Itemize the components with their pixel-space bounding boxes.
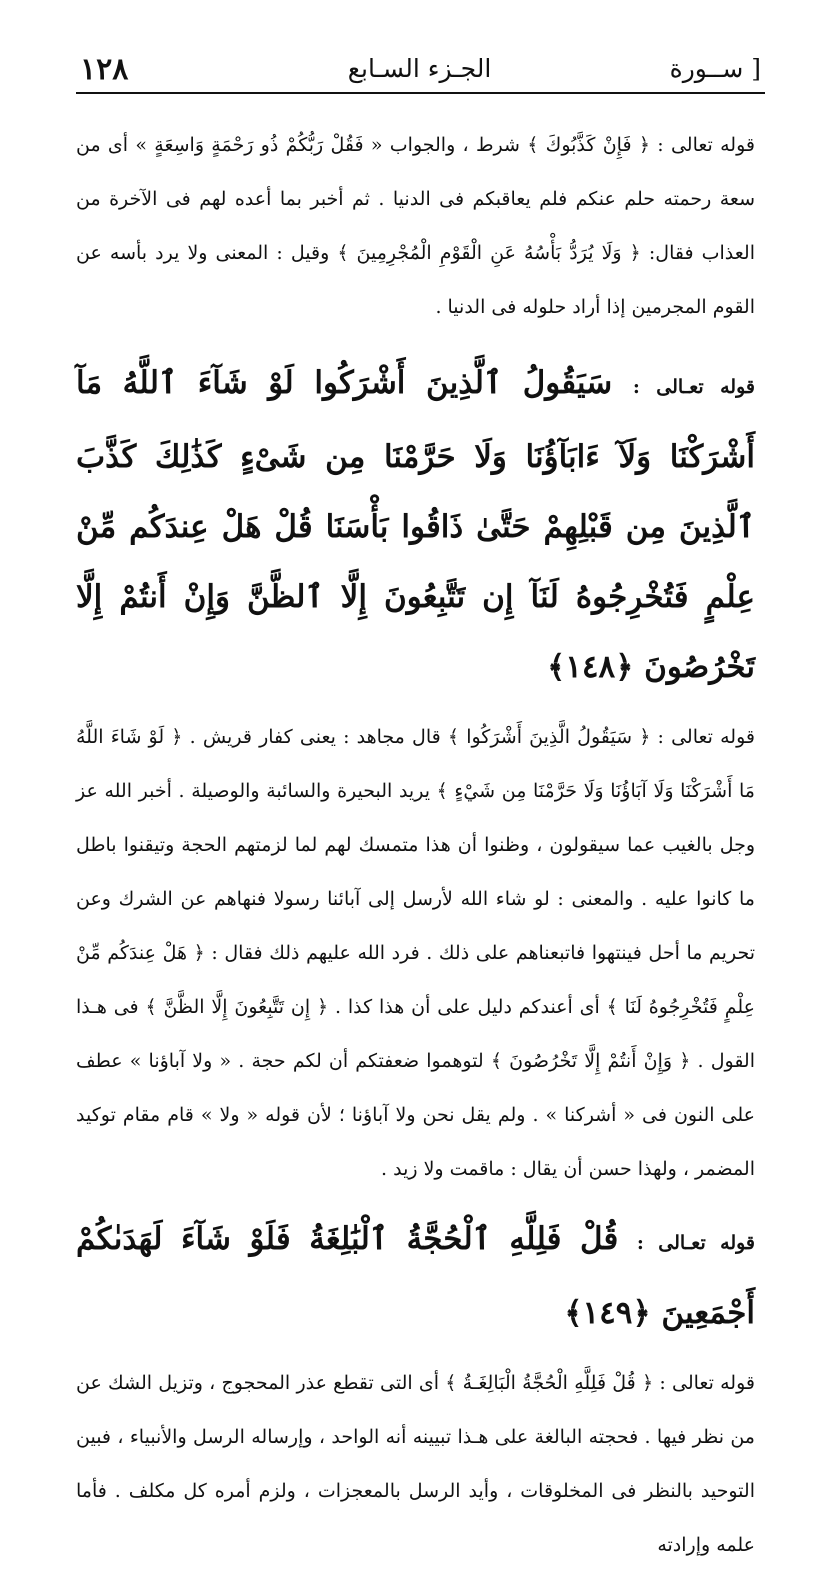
- commentary-paragraph: قوله تعالى : ﴿ قُلْ فَلِلَّهِ الْحُجَّةُ الْبَالِغَـةُ ﴾ أى التى تقطع عذر المحجوج ، وتزيل الشك عن من نظر فيها . فحجته البالغة على هـذا تبيينه أنه الواحد ، وإرساله الرسل والأنبياء ، فبين التوحيد بالنظر فى المخلوقات ، وأيد الرسل بالمعجزات ، ولزم أمره كل مكلف . فأما علمه وإرادته: [76, 1372, 755, 1556]
- page-body: [76, 118, 755, 1572]
- verse-intro-label: قوله تعـالى :: [636, 1232, 756, 1254]
- page-number: ١٢٨: [80, 52, 129, 87]
- quran-verse-149: [76, 1204, 755, 1348]
- page-header: [74, 46, 765, 92]
- commentary-paragraph: قوله تعالى : ﴿ فَإِنْ كَذَّبُوكَ ﴾ شرط ، والجواب « فَقُلْ رَبُّكُمْ ذُو رَحْمَةٍ وَاسِعَةٍ » أى من سعة رحمته حلم عنكم فلم يعاقبكم فى الدنيا . ثم أخبر بما أعده لهم فى الآخرة من العذاب فقال: ﴿ وَلَا يُرَدُّ بَأْسُهُ عَنِ الْقَوْمِ الْمُجْرِمِينَ ﴾ وقيل : المعنى ولا يرد بأسه عن القوم المجرمين إذا أراد حلوله فى الدنيا .: [76, 134, 755, 318]
- verse-text: قُلْ فَلِلَّهِ ٱلْحُجَّةُ ٱلْبَٰلِغَةُ فَلَوْ شَآءَ لَهَدَىٰكُمْ أَجْمَعِينَ ﴿١٤٩﴾: [76, 1221, 755, 1331]
- commentary-paragraph: قوله تعالى : ﴿ سَيَقُولُ الَّذِينَ أَشْرَكُوا ﴾ قال مجاهد : يعنى كفار قريش . ﴿ لَوْ شَاءَ اللَّهُ مَا أَشْرَكْنَا وَلَا آبَاؤُنَا وَلَا حَرَّمْنَا مِن شَيْءٍ ﴾ يريد البحيرة والسائبة والوصيلة . أخبر الله عز وجل بالغيب عما سيقولون ، وظنوا أن هذا متمسك لهم لما لزمتهم الحجة وتيقنوا باطل ما كانوا عليه . والمعنى : لو شاء الله لأرسل إلى آبائنا رسولا فنهاهم عن الشرك وعن تحريم ما أحل فينتهوا فاتبعناهم على ذلك . فرد الله عليهم ذلك فقال : ﴿ هَلْ عِندَكُم مِّنْ عِلْمٍ فَتُخْرِجُوهُ لَنَا ﴾ أى أعندكم دليل على أن هذا كذا . ﴿ إِن تَتَّبِعُونَ إِلَّا الظَّنَّ ﴾ فى هـذا القول . ﴿ وَإِنْ أَنتُمْ إِلَّا تَخْرُصُونَ ﴾ لتوهموا ضعفتكم أن لكم حجة . « ولا آباؤنا » عطف على النون فى « أشركنا » . ولم يقل نحن ولا آباؤنا ؛ لأن قوله « ولا » قام مقام توكيد المضمر ، ولهذا حسن أن يقال : ماقمت ولا زيد .: [76, 726, 755, 1180]
- running-title: الجـزء السـابع: [347, 54, 492, 83]
- verse-text: سَيَقُولُ ٱلَّذِينَ أَشْرَكُوا لَوْ شَآءَ ٱللَّهُ مَآ أَشْرَكْنَا وَلَآ ءَابَآؤُنَا وَلَا حَرَّمْنَا مِن شَىْءٍ كَذَٰلِكَ كَذَّبَ ٱلَّذِينَ مِن قَبْلِهِمْ حَتَّىٰ ذَاقُوا بَأْسَنَا قُلْ هَلْ عِندَكُم مِّنْ عِلْمٍ فَتُخْرِجُوهُ لَنَآ إِن تَتَّبِعُونَ إِلَّا ٱلظَّنَّ وَإِنْ أَنتُمْ إِلَّا تَخْرُصُونَ ﴿١٤٨﴾: [76, 365, 755, 685]
- surah-label: [ ســورة: [669, 54, 761, 83]
- verse-intro-label: قوله تعـالى :: [632, 376, 755, 398]
- quran-verse-148: [76, 348, 755, 702]
- header-rule: [76, 92, 765, 94]
